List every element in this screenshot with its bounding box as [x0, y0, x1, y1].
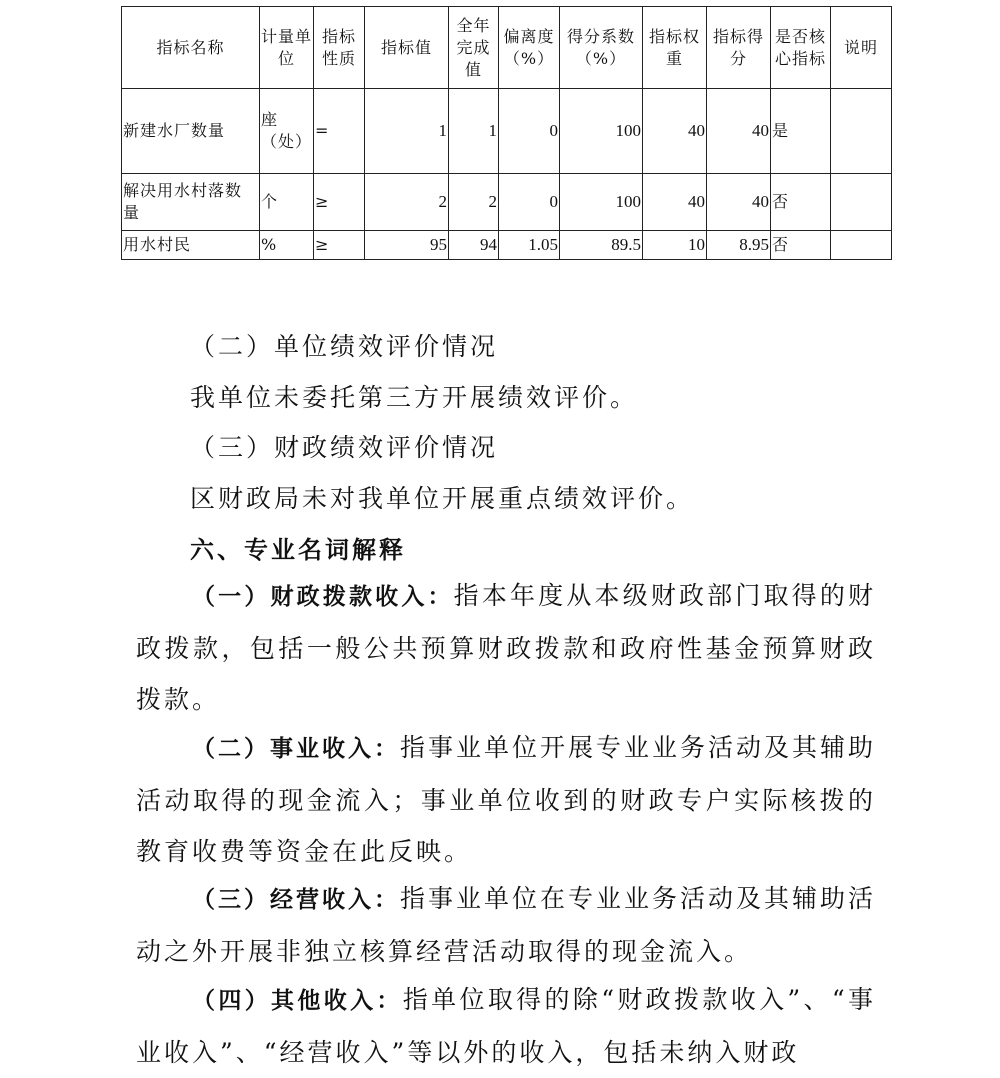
unit-eval-heading: （二）单位绩效评价情况	[190, 332, 499, 361]
header-indicator-name: 指标名称	[122, 7, 260, 89]
cell-core-indicator: 否	[771, 231, 831, 260]
cell-weight: 40	[643, 174, 707, 231]
glossary-term: （一）财政拨款收入：	[192, 584, 454, 610]
cell-actual-value: 94	[449, 231, 499, 260]
cell-target-value: 95	[365, 231, 449, 260]
header-score: 指标得分	[707, 7, 771, 89]
cell-actual-value: 2	[449, 174, 499, 231]
cell-core-indicator: 是	[771, 89, 831, 174]
cell-score: 40	[707, 89, 771, 174]
cell-weight: 40	[643, 89, 707, 174]
cell-unit: 个	[260, 174, 314, 231]
cell-deviation: 0	[499, 174, 560, 231]
table-header-row	[122, 7, 892, 89]
cell-indicator-name: 新建水厂数量	[122, 89, 260, 174]
glossary-definition: 指事业单位开展专业业务活动及其辅助活动取得的现金流入；事业单位收到的财政专户实际核拨的教育收费等资金在此反映。	[136, 733, 877, 866]
cell-remarks	[831, 174, 892, 231]
cell-score-coefficient: 100	[560, 174, 643, 231]
header-core-indicator: 是否核心指标	[771, 7, 831, 89]
cell-score: 8.95	[707, 231, 771, 260]
glossary-term: （二）事业收入：	[192, 736, 400, 762]
header-nature: 指标性质	[314, 7, 365, 89]
cell-remarks	[831, 231, 892, 260]
cell-indicator-name: 用水村民	[122, 231, 260, 260]
glossary-item	[136, 873, 876, 977]
cell-indicator-name: 解决用水村落数量	[122, 174, 260, 231]
cell-unit: %	[260, 231, 314, 260]
header-unit: 计量单位	[260, 7, 314, 89]
header-score-coefficient: 得分系数（%）	[560, 7, 643, 89]
table-row	[122, 174, 892, 231]
header-actual-value: 全年完成值	[449, 7, 499, 89]
glossary-term: （四）其他收入：	[192, 988, 403, 1014]
cell-remarks	[831, 89, 892, 174]
performance-indicator-table	[121, 6, 892, 260]
unit-eval-text: 我单位未委托第三方开展绩效评价。	[190, 383, 639, 412]
cell-nature: ≥	[314, 174, 365, 231]
cell-deviation: 0	[499, 89, 560, 174]
cell-target-value: 1	[365, 89, 449, 174]
header-target-value: 指标值	[365, 7, 449, 89]
header-remarks: 说明	[831, 7, 892, 89]
glossary-definition: 指事业单位在专业业务活动及其辅助活动之外开展非独立核算经营活动取得的现金流入。	[136, 884, 877, 966]
cell-score-coefficient: 89.5	[560, 231, 643, 260]
fiscal-eval-heading: （三）财政绩效评价情况	[190, 433, 499, 462]
glossary-item	[136, 722, 876, 877]
cell-core-indicator: 否	[771, 174, 831, 231]
header-weight: 指标权重	[643, 7, 707, 89]
table-row	[122, 231, 892, 260]
glossary-definition: 指单位取得的除“财政拨款收入”、“事业收入”、“经营收入”等以外的收入，包括未纳入财政	[136, 985, 877, 1067]
cell-score-coefficient: 100	[560, 89, 643, 174]
cell-unit: 座（处）	[260, 89, 314, 174]
header-deviation: 偏离度（%）	[499, 7, 560, 89]
cell-actual-value: 1	[449, 89, 499, 174]
cell-weight: 10	[643, 231, 707, 260]
fiscal-eval-text: 区财政局未对我单位开展重点绩效评价。	[190, 484, 695, 513]
cell-target-value: 2	[365, 174, 449, 231]
glossary-item	[136, 974, 876, 1078]
glossary-term: （三）经营收入：	[192, 887, 400, 913]
cell-nature: ≥	[314, 231, 365, 260]
glossary-item	[136, 570, 876, 725]
glossary-definition: 指本年度从本级财政部门取得的财政拨款，包括一般公共预算财政拨款和政府性基金预算财政拨款。	[136, 581, 876, 714]
cell-nature: =	[314, 89, 365, 174]
glossary-heading: 六、专业名词解释	[190, 536, 406, 564]
cell-deviation: 1.05	[499, 231, 560, 260]
cell-score: 40	[707, 174, 771, 231]
table-row	[122, 89, 892, 174]
